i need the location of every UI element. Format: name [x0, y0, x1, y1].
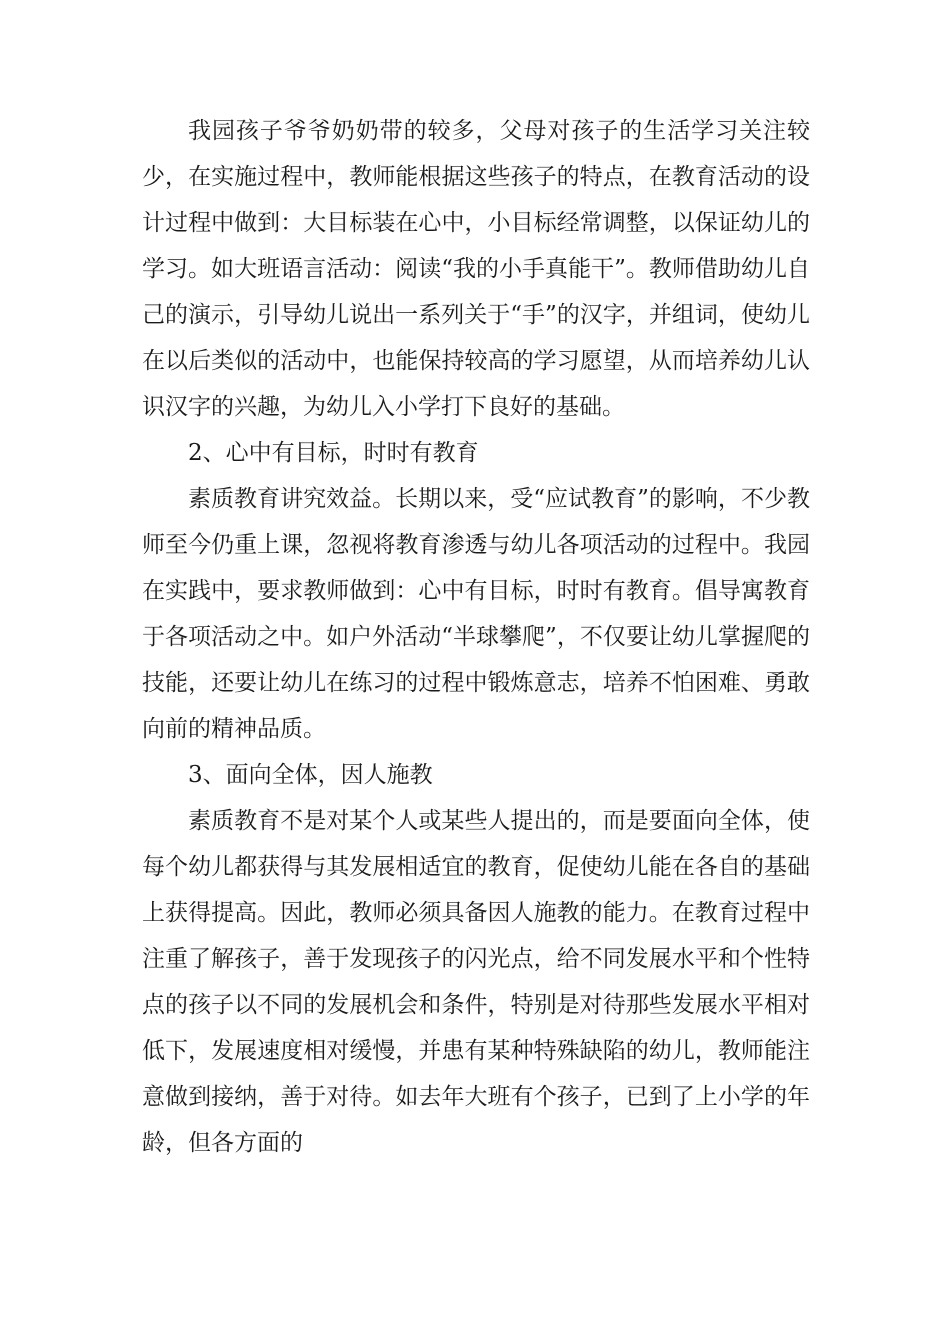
body-paragraph: 素质教育不是对某个人或某些人提出的，而是要面向全体，使每个幼儿都获得与其发展相适宜的教育，促使幼儿能在各自的基础上获得提高。因此，教师必须具备因人施教的能力。在教育过程中注重了解孩子，善于发现孩子的闪光点，给不同发展水平和个性特点的孩子以不同的发展机会和条件，特别是对待那些发展水平相对低下，发展速度相对缓慢，并患有某种特殊缺陷的幼儿，教师能注意做到接纳，善于对待。如去年大班有个孩子，已到了上小学的年龄，但各方面的	[142, 808, 810, 1156]
body-paragraph: 我园孩子爷爷奶奶带的较多，父母对孩子的生活学习关注较少，在实施过程中，教师能根据这些孩子的特点，在教育活动的设计过程中做到：大目标装在心中，小目标经常调整，以保证幼儿的学习。如大班语言活动：阅读“我的小手真能干”。教师借助幼儿自己的演示，引导幼儿说出一系列关于“手”的汉字，并组词，使幼儿在以后类似的活动中，也能保持较高的学习愿望，从而培养幼儿认识汉字的兴趣，为幼儿入小学打下良好的基础。	[142, 118, 810, 420]
section-heading: 3、面向全体，因人施教	[188, 762, 433, 788]
section-heading: 2、心中有目标，时时有教育	[188, 440, 479, 466]
document-body	[142, 108, 810, 1166]
body-paragraph: 素质教育讲究效益。长期以来，受“应试教育”的影响，不少教师至今仍重上课，忽视将教育渗透与幼儿各项活动的过程中。我园在实践中，要求教师做到：心中有目标，时时有教育。倡导寓教育于各项活动之中。如户外活动“半球攀爬”，不仅要让幼儿掌握爬的技能，还要让幼儿在练习的过程中锻炼意志，培养不怕困难、勇敢向前的精神品质。	[142, 486, 810, 742]
